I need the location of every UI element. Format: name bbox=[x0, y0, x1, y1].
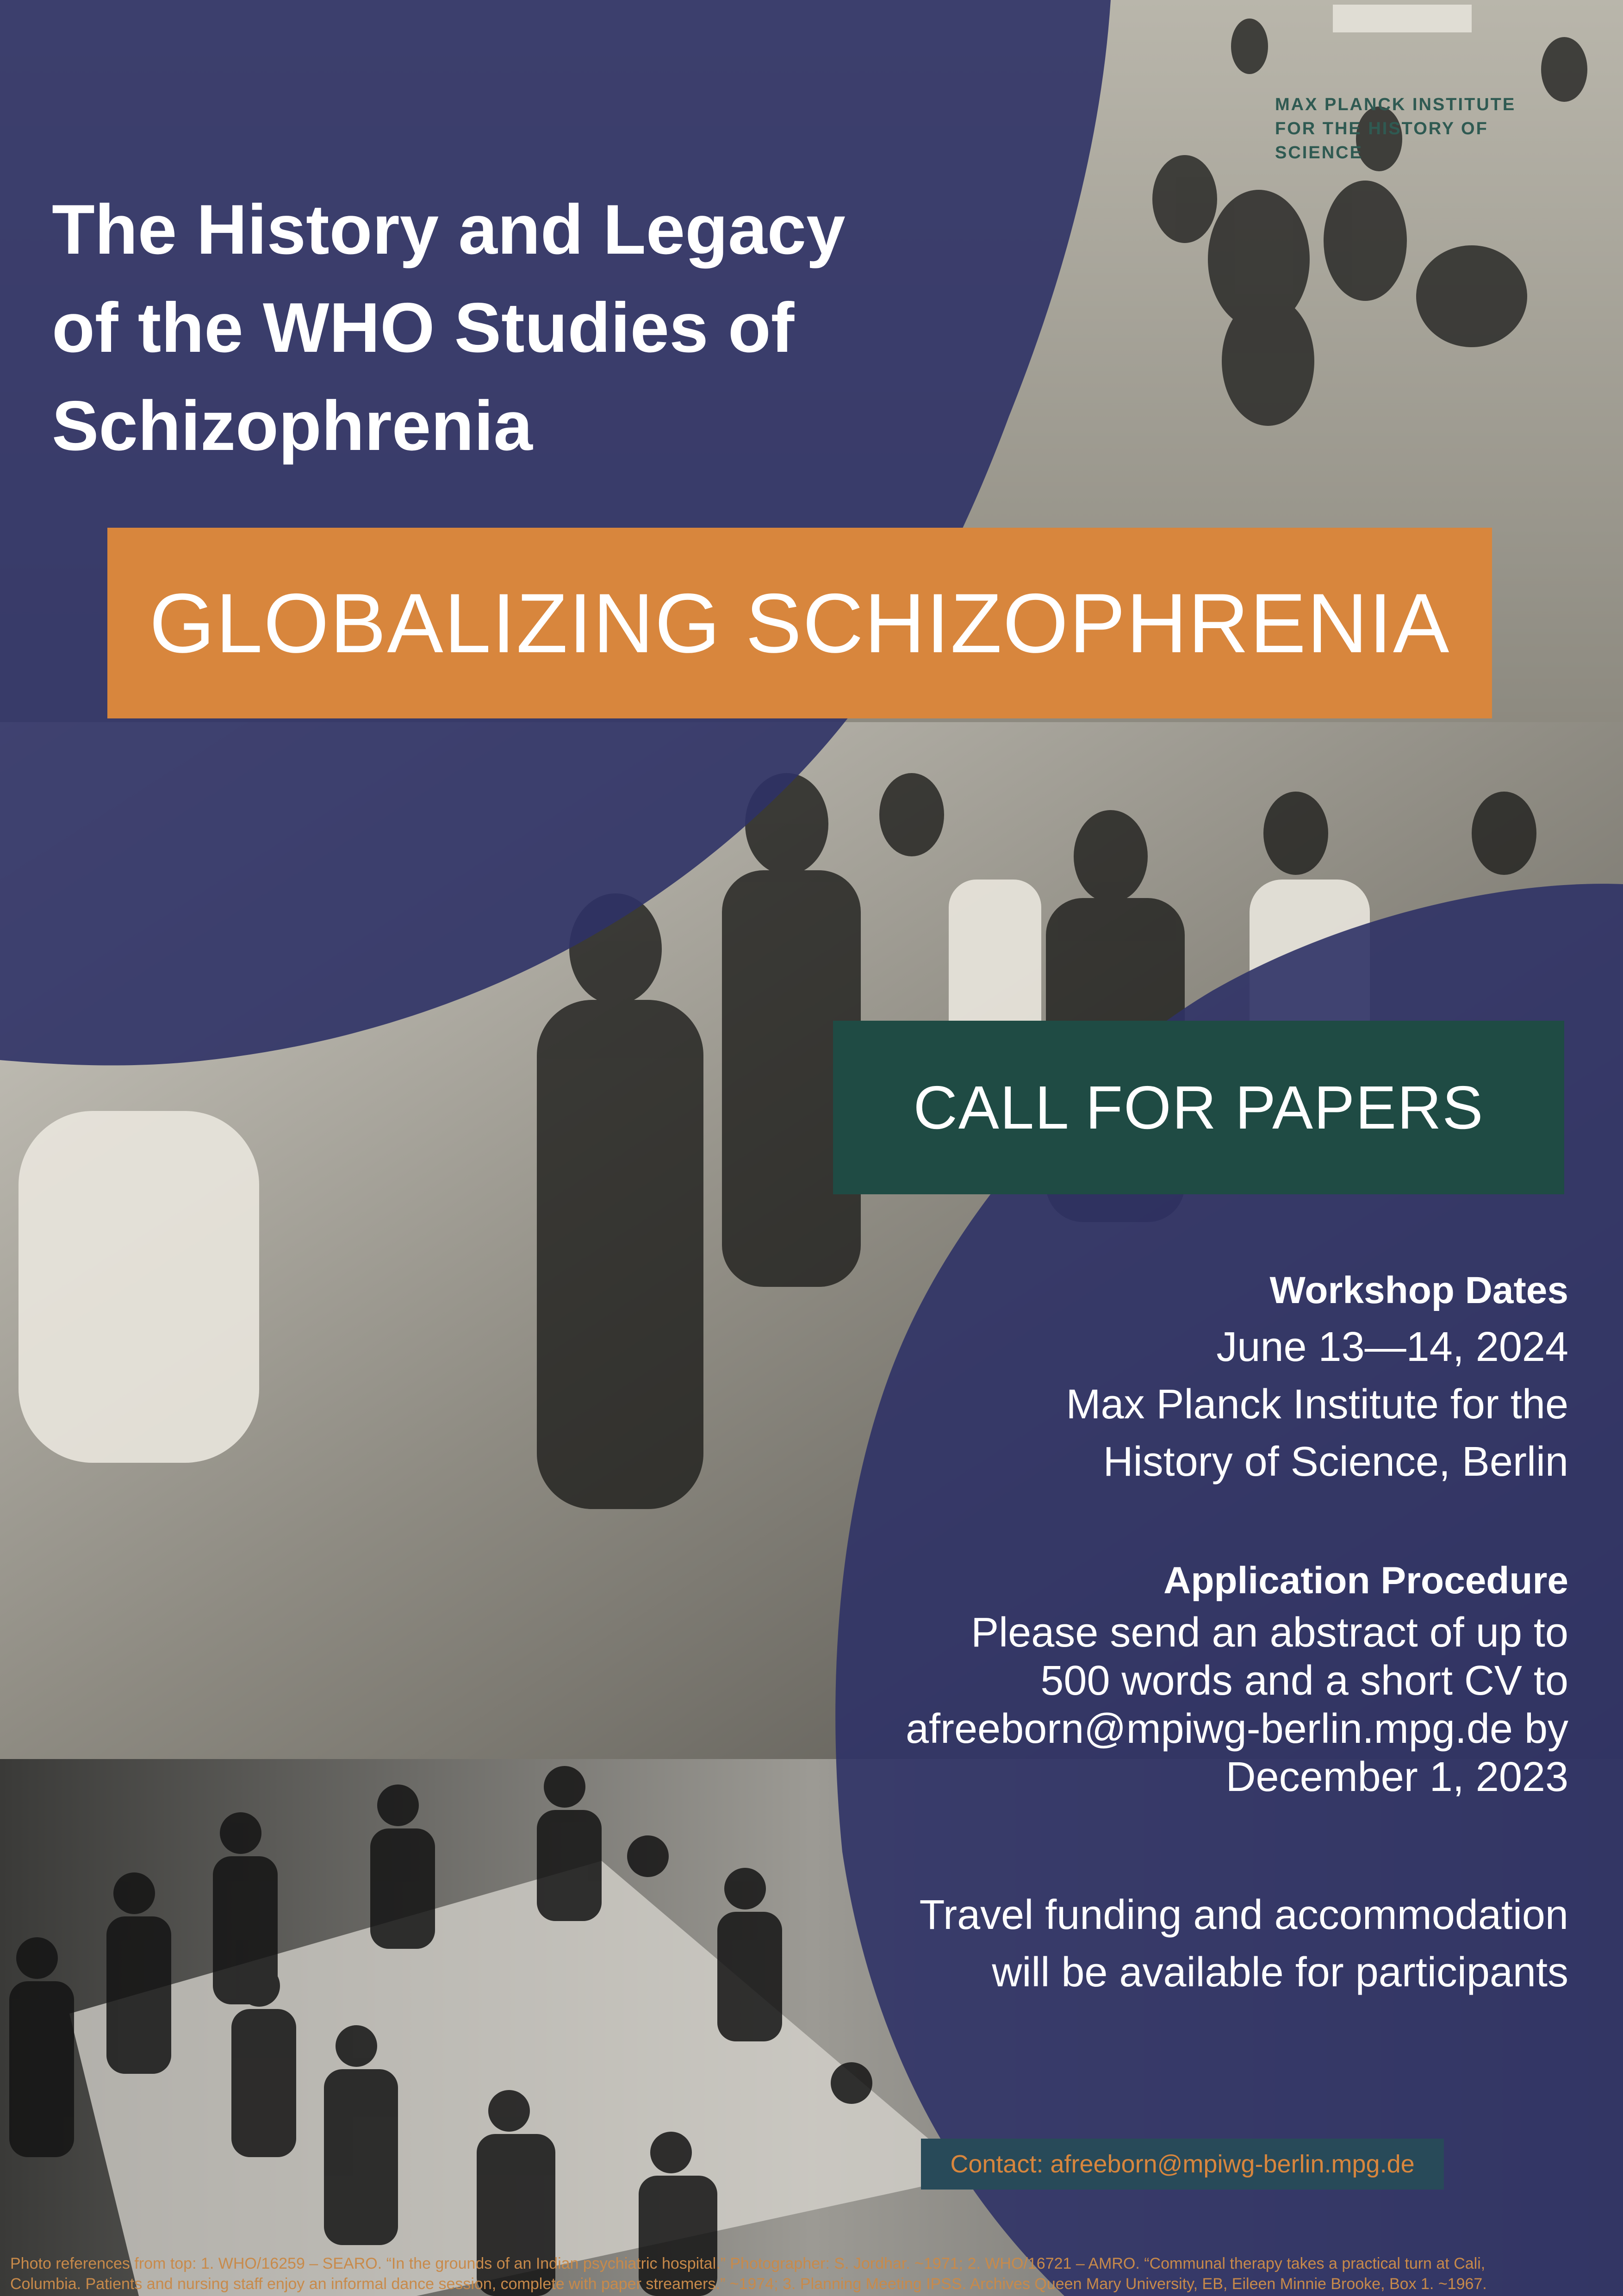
globalizing-banner bbox=[107, 528, 1492, 718]
travel-funding-section bbox=[805, 1886, 1568, 2001]
cfp-text: CALL FOR PAPERS bbox=[913, 1073, 1484, 1142]
venue-line-1: Max Planck Institute for the bbox=[1066, 1381, 1568, 1428]
application-line-2: 500 words and a short CV to bbox=[1040, 1658, 1568, 1704]
banner-text: GLOBALIZING SCHIZOPHRENIA bbox=[149, 576, 1450, 670]
venue-line-2: History of Science, Berlin bbox=[1103, 1439, 1568, 1485]
application-email[interactable]: afreeborn@mpiwg-berlin.mpg.de by bbox=[905, 1706, 1568, 1752]
travel-line-1: Travel funding and accommodation bbox=[919, 1892, 1568, 1938]
page-title bbox=[52, 181, 885, 475]
title-line-1: The History and Legacy bbox=[52, 190, 846, 269]
application-line-1: Please send an abstract of up to bbox=[971, 1610, 1568, 1656]
contact-email-link[interactable]: Contact: afreeborn@mpiwg-berlin.mpg.de bbox=[950, 2150, 1415, 2178]
institute-line-2: FOR THE HISTORY OF SCIENCE bbox=[1275, 119, 1488, 162]
application-procedure-section bbox=[805, 1553, 1568, 1801]
credits-line-2: Columbia. Patients and nursing staff enjoy an informal dance session, complete with paper streamers.” ~1974; 3. Planning Meeting IPSS. Archives Queen Mary University, EB, Eileen Minnie Brooke, Box 1. ~1967. bbox=[10, 2275, 1487, 2293]
workshop-heading: Workshop Dates bbox=[1269, 1269, 1568, 1311]
workshop-dates-section bbox=[805, 1263, 1568, 1491]
title-line-3: Schizophrenia bbox=[52, 387, 533, 465]
call-for-papers-box bbox=[833, 1021, 1564, 1194]
photo-credits bbox=[10, 2253, 1614, 2294]
institute-line-1: MAX PLANCK INSTITUTE bbox=[1275, 95, 1516, 114]
institute-logo bbox=[1275, 93, 1553, 165]
application-heading: Application Procedure bbox=[1163, 1560, 1568, 1602]
workshop-dates: June 13—14, 2024 bbox=[1216, 1324, 1568, 1370]
credits-line-1: Photo references from top: 1. WHO/16259 – SEARO. “In the grounds of an Indian psychiatric hospital.” Photographer: S. Jordhar. ~1971; 2. WHO/16721 – AMRO. “Communal therapy takes a practical turn at Cali, bbox=[10, 2255, 1486, 2272]
application-deadline: December 1, 2023 bbox=[1225, 1754, 1568, 1800]
contact-box bbox=[921, 2139, 1444, 2190]
title-line-2: of the WHO Studies of bbox=[52, 288, 795, 367]
travel-line-2: will be available for participants bbox=[992, 1949, 1568, 1996]
